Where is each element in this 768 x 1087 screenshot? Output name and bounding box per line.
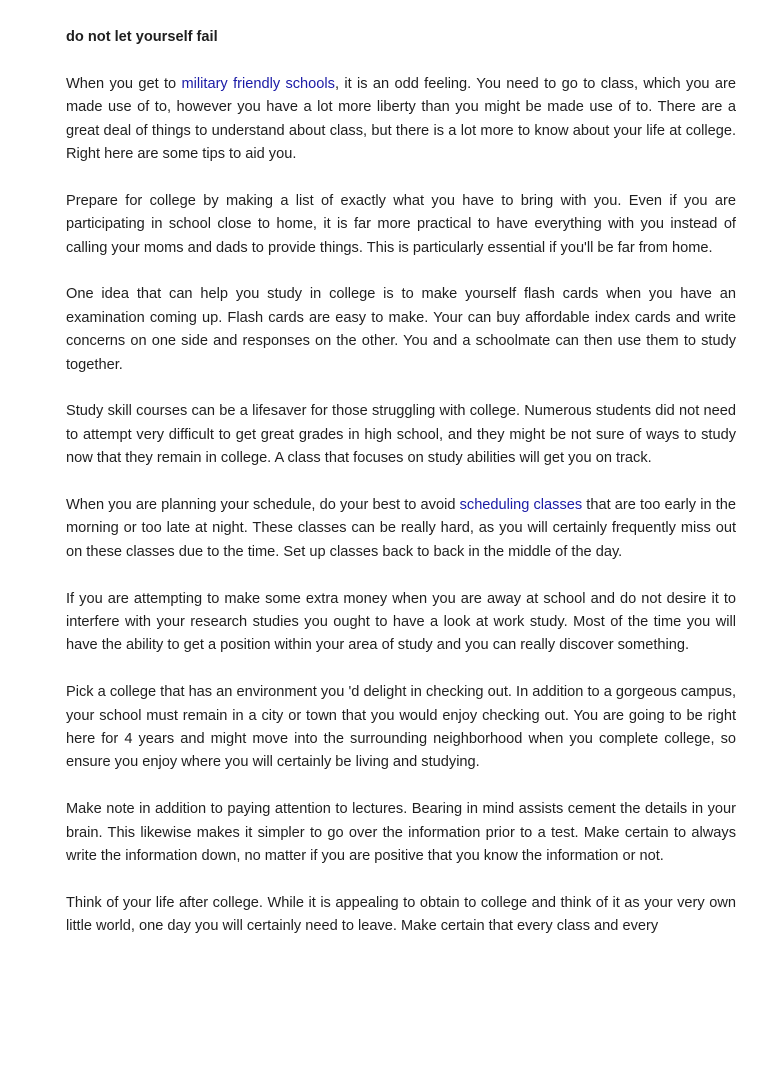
paragraph-text: that are too early in the morning or too late at night. These classes can be really hard, as you will certainly frequently miss out on these classes due to the time. Set up classes back to back in the middle of the day. xyxy=(66,497,737,560)
paragraph-3: One idea that can help you study in college is to make yourself flash cards when you have an examination coming up. Flash cards are easy to make. Your can buy affordable index cards and write concerns on one side and responses on the other. You and a schoolmate can then use them to study together. xyxy=(66,286,736,373)
document-title: do not let yourself fail xyxy=(66,29,218,45)
paragraph-5 xyxy=(66,494,736,564)
paragraph-9: Think of your life after college. While it is appealing to obtain to college and think of it as your very own little world, one day you will certainly need to leave. Make certain that every class and every xyxy=(66,894,736,935)
paragraph-7: Pick a college that has an environment you 'd delight in checking out. In addition to a gorgeous campus, your school must remain in a city or town that you would enjoy checking out. You are going to be right here for 4 years and might move into the surrounding neighborhood when you complete college, so ensure you enjoy where you will certainly be living and studying. xyxy=(66,684,736,771)
paragraph-2: Prepare for college by making a list of exactly what you have to bring with you. Even if you are participating in school close to home, it is far more practical to have everything with you instead of calling your moms and dads to provide things. This is particularly essential if you'll be far from home. xyxy=(66,192,736,256)
scheduling-classes-link[interactable]: scheduling classes xyxy=(459,497,583,514)
paragraph-6: If you are attempting to make some extra money when you are away at school and do not desire it to interfere with your research studies you ought to have a look at work study. Most of the time you will have the ability to get a position within your area of study and you can really discover something. xyxy=(66,590,736,654)
paragraph-8: Make note in addition to paying attention to lectures. Bearing in mind assists cement the details in your brain. This likewise makes it simpler to go over the information prior to a test. Make certain to always write the information down, no matter if you are positive that you know the information or not. xyxy=(66,801,736,865)
paragraph-text: When you are planning your schedule, do your best to avoid xyxy=(66,497,460,514)
document-page xyxy=(66,26,736,962)
paragraph-text: When you get to xyxy=(66,75,182,92)
paragraph-4: Study skill courses can be a lifesaver for those struggling with college. Numerous students did not need to attempt very difficult to get great grades in high school, and they might be not sure of ways to study now that they remain in college. A class that focuses on study abilities will get you on track. xyxy=(66,403,736,467)
paragraph-text: , it is an odd feeling. You need to go to class, which you are made use of to, however you have a lot more liberty than you might be made use of to. There are a great deal of things to understand about class, but there is a lot more to know about your life at college. Right here are some tips to aid you. xyxy=(66,75,736,163)
military-friendly-schools-link[interactable]: military friendly schools xyxy=(181,75,335,92)
paragraph-1 xyxy=(66,73,736,167)
